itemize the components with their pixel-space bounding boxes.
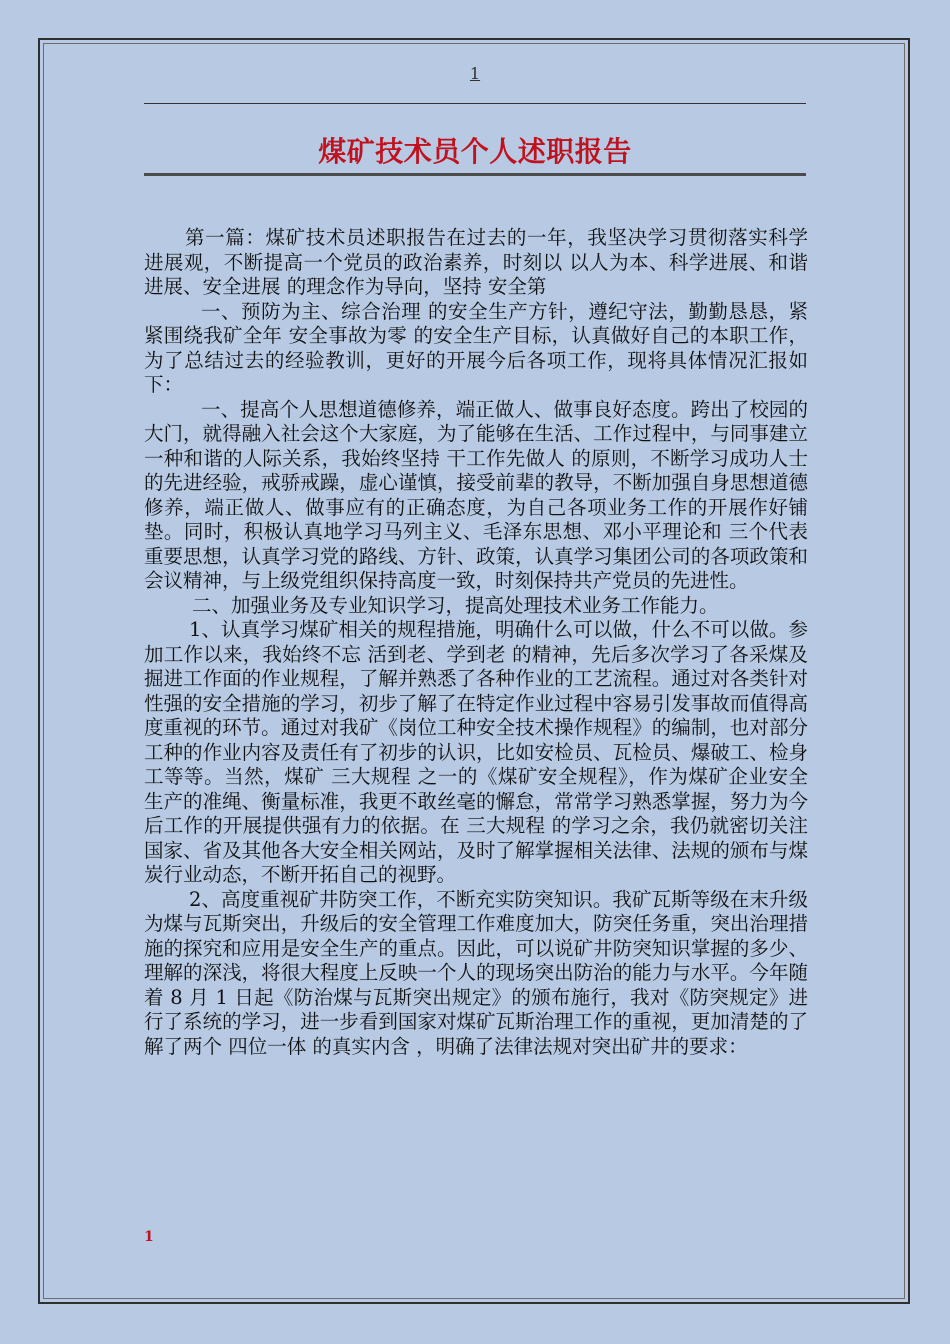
header-page-number: 1 bbox=[469, 64, 481, 83]
paragraph: 第一篇：煤矿技术员述职报告在过去的一年，我坚决学习贯彻落实科学进展观，不断提高一个党员的政治素养，时刻以 以人为本、科学进展、和谐进展、安全进展 的理念作为导向，坚持 安全第 bbox=[144, 226, 808, 298]
title-rule bbox=[144, 173, 806, 176]
paragraph: 1、认真学习煤矿相关的规程措施，明确什么可以做，什么不可以做。参加工作以来，我始终不忘 活到老、学到老 的精神，先后多次学习了各采煤及掘进工作面的作业规程，了解并熟悉了各种作业的工艺流程。通过对各类针对性强的安全措施的学习，初步了解了在特定作业过程中容易引发事故而值得高度重视的环节。通过对我矿《岗位工种安全技术操作规程》的编制，也对部分工种的作业内容及责任有了初步的认识，比如安检员、瓦检员、爆破工、检身工等等。当然，煤矿 三大规程 之一的《煤矿安全规程》，作为煤矿企业安全生产的准绳、衡量标准，我更不敢丝毫的懈怠，常常学习熟悉掌握，努力为今后工作的开展提供强有力的依据。在 三大规程 的学习之余，我仍就密切关注国家、省及其他各大安全相关网站，及时了解掌握相关法律、法规的颁布与煤炭行业动态，不断开拓自己的视野。 bbox=[144, 618, 808, 886]
paragraph: 2、高度重视矿井防突工作，不断充实防突知识。我矿瓦斯等级在末升级为煤与瓦斯突出，升级后的安全管理工作难度加大，防突任务重，突出治理措施的探究和应用是安全生产的重点。因此，可以说矿井防突知识掌握的多少、理解的深浅，将很大程度上反映一个人的现场突出防治的能力与水平。今年随着 8 月 1 日起《防治煤与瓦斯突出规定》的颁布施行，我对《防突规定》进行了系统的学习，进一步看到国家对煤矿瓦斯治理工作的重视，更加清楚的了解了两个 四位一体 的真实内含 ，明确了法律法规对突出矿井的要求： bbox=[144, 887, 808, 1058]
document-title: 煤矿技术员个人述职报告 bbox=[318, 135, 632, 168]
header-rule bbox=[144, 103, 806, 104]
document-body bbox=[144, 226, 808, 1059]
footer-page-number: 1 bbox=[144, 1229, 154, 1245]
paragraph: 二、加强业务及专业知识学习，提高处理技术业务工作能力。 bbox=[192, 593, 719, 617]
paragraph: 一、预防为主、综合治理 的安全生产方针，遵纪守法，勤勤恳恳，紧紧围绕我矿全年 安全事故为零 的安全生产目标，认真做好自己的本职工作，为了总结过去的经验教训，更好的开展今后各项工作，现将具体情况汇报如下： bbox=[144, 299, 808, 396]
paragraph: 一、提高个人思想道德修养，端正做人、做事良好态度。跨出了校园的大门，就得融入社会这个大家庭，为了能够在生活、工作过程中，与同事建立一种和谐的人际关系，我始终坚持 干工作先做人 的原则，不断学习成功人士的先进经验，戒骄戒躁，虚心谨慎，接受前辈的教导，不断加强自身思想道德修养，端正做人、做事应有的正确态度，为自己各项业务工作的开展作好铺垫。同时，积极认真地学习马列主义、毛泽东思想、邓小平理论和 三个代表 重要思想，认真学习党的路线、方针、政策，认真学习集团公司的各项政策和会议精神，与上级党组织保持高度一致，时刻保持共产党员的先进性。 bbox=[144, 397, 808, 592]
